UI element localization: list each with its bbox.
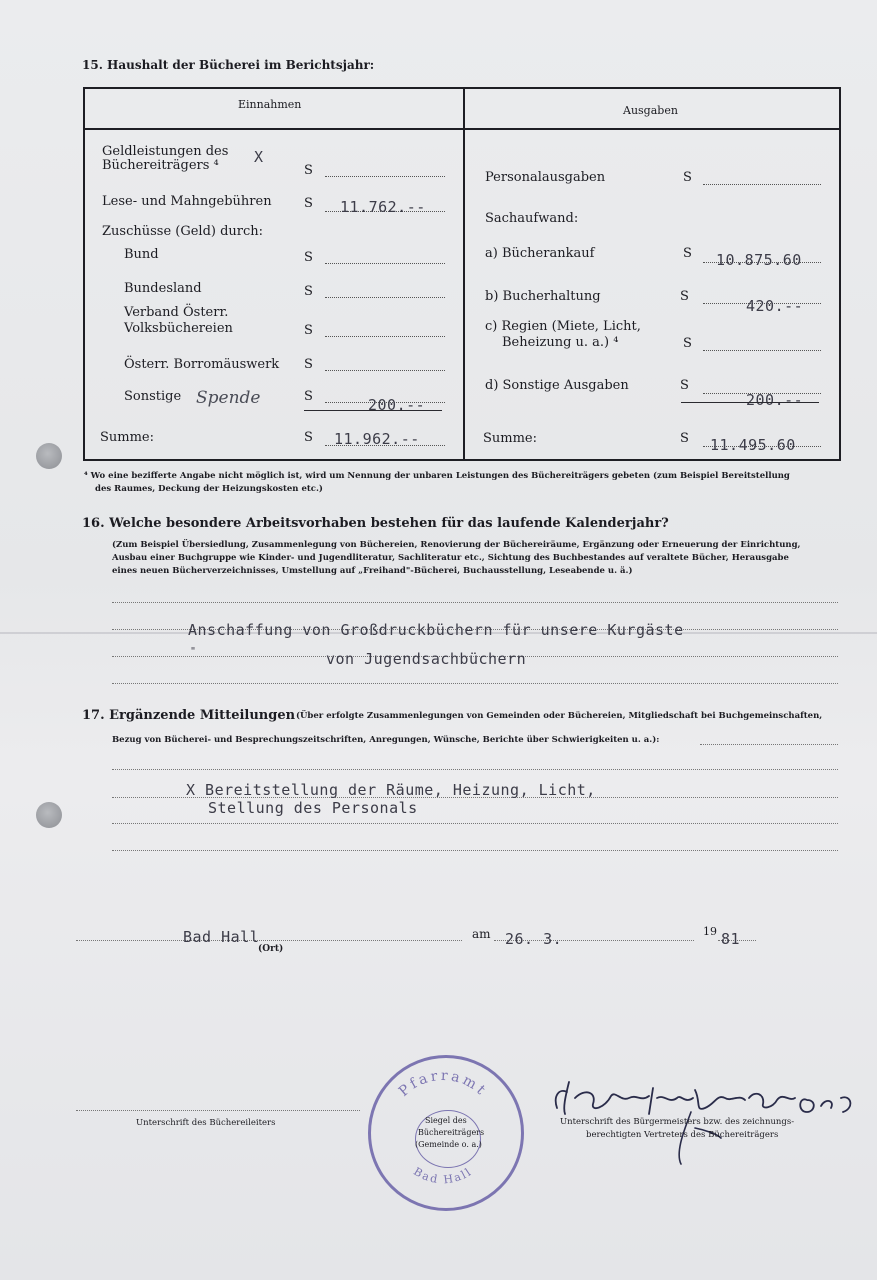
punch-hole (36, 443, 62, 469)
section-17-hint: (Über erfolgte Zusammenlegungen von Gemeinden oder Büchereien, Mitgliedschaft bei Buchgemeinschaften, (296, 711, 823, 721)
bucherhaltung-value: 420.-- (746, 297, 804, 315)
sonstige-ausgaben-label: d) Sonstige Ausgaben (485, 378, 629, 393)
seal-label-2: Büchereiträgers (418, 1128, 485, 1137)
ausgaben-summe-label: Summe: (483, 431, 538, 446)
seal-label: Siegel des (425, 1116, 467, 1125)
year-value: 81 (721, 930, 741, 948)
buecherankauf-value: 10.875.60 (716, 251, 802, 269)
lese-label: Lese- und Mahngebühren (102, 194, 272, 209)
section-16-hint-2: Ausbau einer Buchgruppe wie Kinder- und Jugendliteratur, Sachliteratur etc., Sichtung des Buchbestandes auf veraltete Bücher, Herausgabe (112, 553, 789, 563)
section-16-title: 16. Welche besondere Arbeitsvorhaben bestehen für das laufende Kalenderjahr? (82, 516, 669, 531)
answer-line (700, 744, 838, 745)
currency-s: S (304, 430, 313, 445)
date-am-label: am (472, 927, 491, 941)
amount-line (703, 350, 821, 351)
amount-line (325, 297, 445, 298)
answer-line (112, 769, 838, 770)
section-16-hint: (Zum Beispiel Übersiedlung, Zusammenlegung von Büchereien, Renovierung der Büchereiräume, Ergänzung oder Erneuerung der Einrichtung, (112, 540, 801, 550)
section-16-hint-3: eines neuen Bücherverzeichnisses, Umstellung auf „Freihand"-Bücherei, Buchausstellung, Leseabende u. ä.) (112, 566, 633, 576)
footnote: ⁴ Wo eine bezifferte Angabe nicht möglich ist, wird um Nennung der unbaren Leistungen des Büchereiträgers gebeten (zum Beispiel Bereitstellung (84, 471, 790, 481)
regien-label: c) Regien (Miete, Licht, (485, 319, 641, 334)
currency-s: S (680, 378, 689, 393)
punch-hole (36, 802, 62, 828)
answer-line (112, 602, 838, 603)
currency-s: S (680, 431, 689, 446)
section-17-answer: X Bereitstellung der Räume, Heizung, Licht, (186, 781, 596, 799)
amount-line (325, 336, 445, 337)
leiter-signature-line (76, 1110, 360, 1111)
sonstige-ausgaben-value: 200.-- (746, 391, 804, 409)
lese-value: 11.762.-- (340, 198, 426, 216)
svg-text:Bad Hall (411, 1165, 475, 1187)
einnahmen-header: Einnahmen (238, 98, 302, 111)
bundesland-label: Bundesland (124, 281, 202, 296)
currency-s: S (683, 336, 692, 351)
section-16-answer: Anschaffung von Großdruckbüchern für unsere Kurgäste (188, 621, 684, 639)
sonstige-label: Sonstige (124, 389, 182, 404)
geldleistungen-mark: X (254, 148, 264, 166)
currency-s: S (683, 170, 692, 185)
table-header-divider (84, 128, 840, 130)
currency-s: S (304, 284, 313, 299)
currency-s: S (304, 357, 313, 372)
amount-line (703, 184, 821, 185)
mayor-signature-label: Unterschrift des Bürgermeisters bzw. des zeichnungs- (560, 1117, 795, 1127)
currency-s: S (304, 163, 313, 178)
geldleistungen-label: Geldleistungen des (102, 144, 229, 159)
date-value: 26. 3. (505, 930, 563, 948)
regien-label-2: Beheizung u. a.) ⁴ (502, 335, 619, 350)
section-17-title: 17. Ergänzende Mitteilungen (82, 708, 296, 723)
amount-line (325, 263, 445, 264)
bucherhaltung-label: b) Bucherhaltung (485, 289, 601, 304)
svg-text:Pfarramt (396, 1068, 490, 1100)
currency-s: S (304, 250, 313, 265)
seal-label-3: (Gemeinde o. a.) (415, 1140, 482, 1149)
answer-line (112, 683, 838, 684)
einnahmen-summe-label: Summe: (100, 430, 155, 445)
section-17-answer-2: Stellung des Personals (208, 799, 418, 817)
borromaeus-label: Österr. Borromäuswerk (124, 357, 280, 372)
buecherankauf-label: a) Bücherankauf (485, 246, 595, 261)
footnote-2: des Raumes, Deckung der Heizungskosten etc.) (95, 484, 323, 494)
section-15-title: 15. Haushalt der Bücherei im Berichtsjahr: (82, 58, 375, 72)
ausgaben-summe-value: 11.495.60 (710, 436, 796, 454)
einnahmen-summe-value: 11.962.-- (334, 430, 420, 448)
section-16-answer-2: von Jugendsachbüchern (326, 650, 527, 668)
currency-s: S (304, 196, 313, 211)
place-value: Bad Hall (183, 928, 260, 946)
mayor-signature-label-2: berechtigten Vertreters des Büchereiträgers (586, 1130, 779, 1140)
currency-s: S (680, 289, 689, 304)
table-divider (463, 88, 465, 460)
seal-ring-top: Pfarramt (395, 1067, 491, 1100)
amount-line (325, 370, 445, 371)
place-line (76, 940, 462, 941)
year-prefix: 19 (703, 925, 717, 938)
answer-line (112, 850, 838, 851)
seal-ring-bottom: Bad Hall (411, 1164, 475, 1187)
place-label: (Ort) (258, 944, 284, 954)
verband-label: Verband Österr. (124, 305, 229, 320)
sum-underline (304, 410, 442, 411)
geldleistungen-label-2: Büchereiträgers ⁴ (102, 158, 219, 173)
bund-label: Bund (124, 247, 159, 262)
verband-label-2: Volksbüchereien (124, 321, 233, 336)
sonstige-handwritten: Spende (196, 388, 261, 408)
ditto-mark: " (190, 646, 197, 657)
answer-line (112, 823, 838, 824)
amount-line (325, 176, 445, 177)
sonstige-value: 200.-- (368, 396, 426, 414)
sum-underline (681, 402, 819, 403)
section-17-hint-2: Bezug von Bücherei- und Besprechungszeitschriften, Anregungen, Wünsche, Berichte über Schwierigkeiten u. a.): (112, 735, 660, 745)
sachaufwand-label: Sachaufwand: (485, 211, 579, 226)
currency-s: S (304, 389, 313, 404)
currency-s: S (304, 323, 313, 338)
leiter-signature-label: Unterschrift des Büchereileiters (136, 1118, 276, 1128)
currency-s: S (683, 246, 692, 261)
ausgaben-header: Ausgaben (623, 104, 678, 117)
zuschuesse-label: Zuschüsse (Geld) durch: (102, 224, 264, 239)
personal-label: Personalausgaben (485, 170, 606, 185)
